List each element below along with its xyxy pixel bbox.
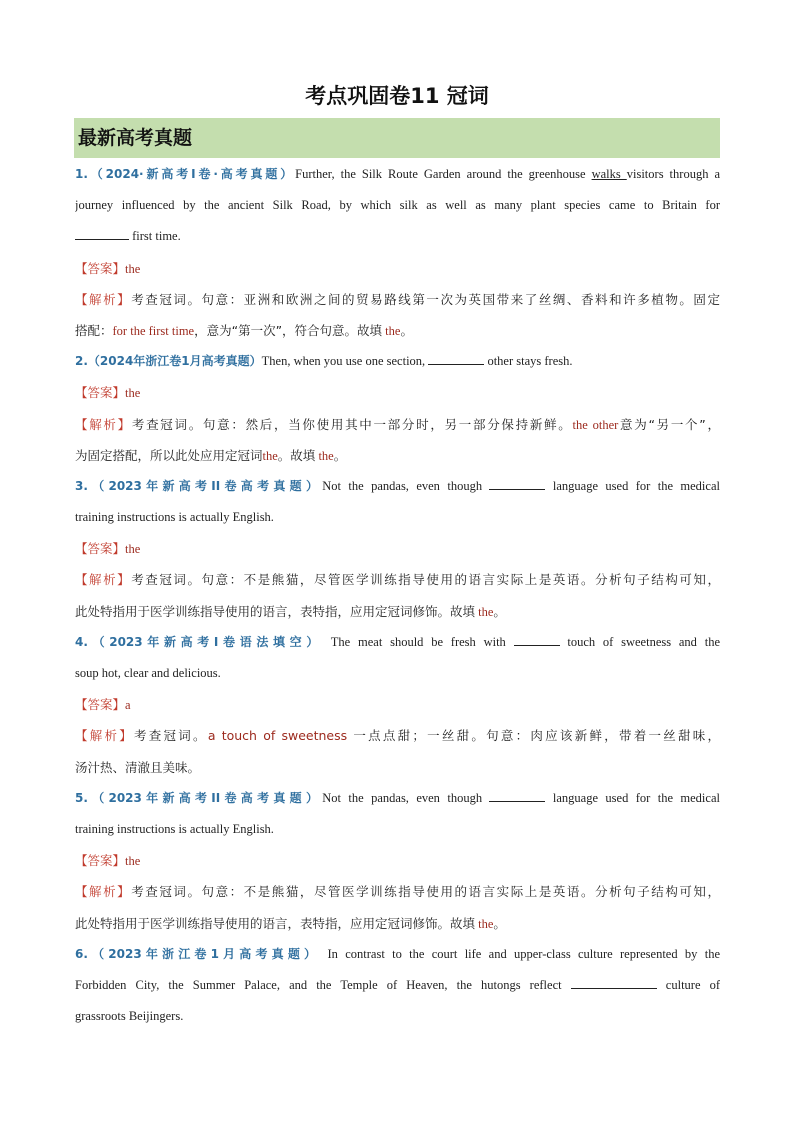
answer-line xyxy=(75,377,720,408)
analysis-line-1: 【解析】考查冠词。句意：然后，当你使用其中一部分时，另一部分保持新鲜。the other意为“另一个”， xyxy=(75,416,720,432)
question-6-line-1: 6.（2023年浙江卷1月高考真题） In contrast to the court life and upper-class culture represented by the xyxy=(75,946,720,961)
answer-blank xyxy=(428,352,484,365)
question-5-line-2: training instructions is actually English. xyxy=(75,821,274,836)
question-source: 3.（2023年新高考II卷高考真题） xyxy=(75,478,323,493)
analysis-line-2: 汤汁热、清澈且美味。 xyxy=(75,759,201,775)
question-4-line-2: soup hot, clear and delicious. xyxy=(75,666,221,680)
question-source: 4.（2023年新高考I卷语法填空） xyxy=(75,634,324,649)
analysis-line-2: 此处特指用于医学训练指导使用的语言，表特指，应用定冠词修饰。故填 the。 xyxy=(75,603,506,619)
question-source: 1.（2024·新高考I卷·高考真题） xyxy=(75,167,296,181)
question-source: 2.（2024年浙江卷1月高考真题） xyxy=(75,354,262,369)
analysis-line-2: 此处特指用于医学训练指导使用的语言，表特指，应用定冠词修饰。故填 the。 xyxy=(75,915,506,931)
question-1-line-3: first time. xyxy=(75,221,720,252)
answer-value: the xyxy=(125,261,141,276)
section-header: 最新高考真题 xyxy=(74,118,720,158)
question-6-line-2: Forbidden City, the Summer Palace, and the Temple of Heaven, the hutongs reflect culture of xyxy=(75,977,720,992)
answer-label: 【答案】 xyxy=(75,697,126,713)
question-list xyxy=(75,159,720,1032)
question-1-line-2: journey influenced by the ancient Silk Road, by which silk as well as many plant species came to Britain for xyxy=(75,198,720,213)
analysis-line-1: 【解析】考查冠词。a touch of sweetness 一点点甜；一丝甜。句意：肉应该新鲜，带着一丝甜味， xyxy=(75,728,720,744)
question-3-line-2: training instructions is actually English. xyxy=(75,510,274,525)
answer-blank xyxy=(489,789,545,802)
question-1-line-1: 1.（2024·新高考I卷·高考真题）Further, the Silk Route Garden around the greenhouse walks visitors through a xyxy=(75,167,720,181)
analysis-label: 【解析】 xyxy=(75,416,132,432)
question-2-line-1: 2.（2024年浙江卷1月高考真题）Then, when you use one section, other stays fresh. xyxy=(75,354,573,369)
question-3-line-1: 3.（2023年新高考II卷高考真题）Not the pandas, even though language used for the medical xyxy=(75,478,720,493)
question-4-line-1: 4.（2023年新高考I卷语法填空） The meat should be fresh with touch of sweetness and the xyxy=(75,634,720,649)
analysis-label: 【解析】 xyxy=(75,728,135,744)
question-source: 5.（2023年新高考II卷高考真题） xyxy=(75,790,323,805)
analysis-label: 【解析】 xyxy=(75,884,132,900)
answer-value: the xyxy=(125,854,141,869)
analysis-line-1: 【解析】考查冠词。句意：不是熊猫，尽管医学训练指导使用的语言实际上是英语。分析句子结构可知， xyxy=(75,884,720,900)
page-title: 考点巩固卷11 冠词 xyxy=(305,84,489,108)
answer-value: the xyxy=(125,386,141,401)
answer-line xyxy=(75,845,720,876)
answer-label: 【答案】 xyxy=(75,541,126,557)
analysis-label: 【解析】 xyxy=(75,572,132,588)
answer-value: a xyxy=(125,698,131,713)
answer-line xyxy=(75,533,720,564)
question-source: 6.（2023年浙江卷1月高考真题） xyxy=(75,946,321,961)
analysis-line-1: 【解析】考查冠词。句意：亚洲和欧洲之间的贸易路线第一次为英国带来了丝绸、香料和许多植物。固定 xyxy=(75,291,720,307)
answer-label: 【答案】 xyxy=(75,260,126,276)
analysis-line-1: 【解析】考查冠词。句意：不是熊猫，尽管医学训练指导使用的语言实际上是英语。分析句子结构可知， xyxy=(75,572,720,588)
analysis-line-2: 为固定搭配，所以此处应用定冠词the。故填 the。 xyxy=(75,447,347,463)
answer-value: the xyxy=(125,542,141,557)
answer-blank xyxy=(489,477,545,490)
answer-line xyxy=(75,253,720,284)
question-6-line-3: grassroots Beijingers. xyxy=(75,1009,184,1024)
answer-blank xyxy=(514,633,560,646)
underlined-word: walks xyxy=(591,167,627,181)
answer-label: 【答案】 xyxy=(75,385,126,401)
answer-label: 【答案】 xyxy=(75,853,126,869)
analysis-line-2: 搭配：for the first time，意为“第一次”，符合句意。故填 the。 xyxy=(75,322,413,338)
answer-line xyxy=(75,689,720,720)
answer-blank xyxy=(571,976,657,989)
question-5-line-1: 5.（2023年新高考II卷高考真题）Not the pandas, even though language used for the medical xyxy=(75,790,720,805)
analysis-label: 【解析】 xyxy=(75,291,132,307)
answer-blank xyxy=(75,227,129,240)
